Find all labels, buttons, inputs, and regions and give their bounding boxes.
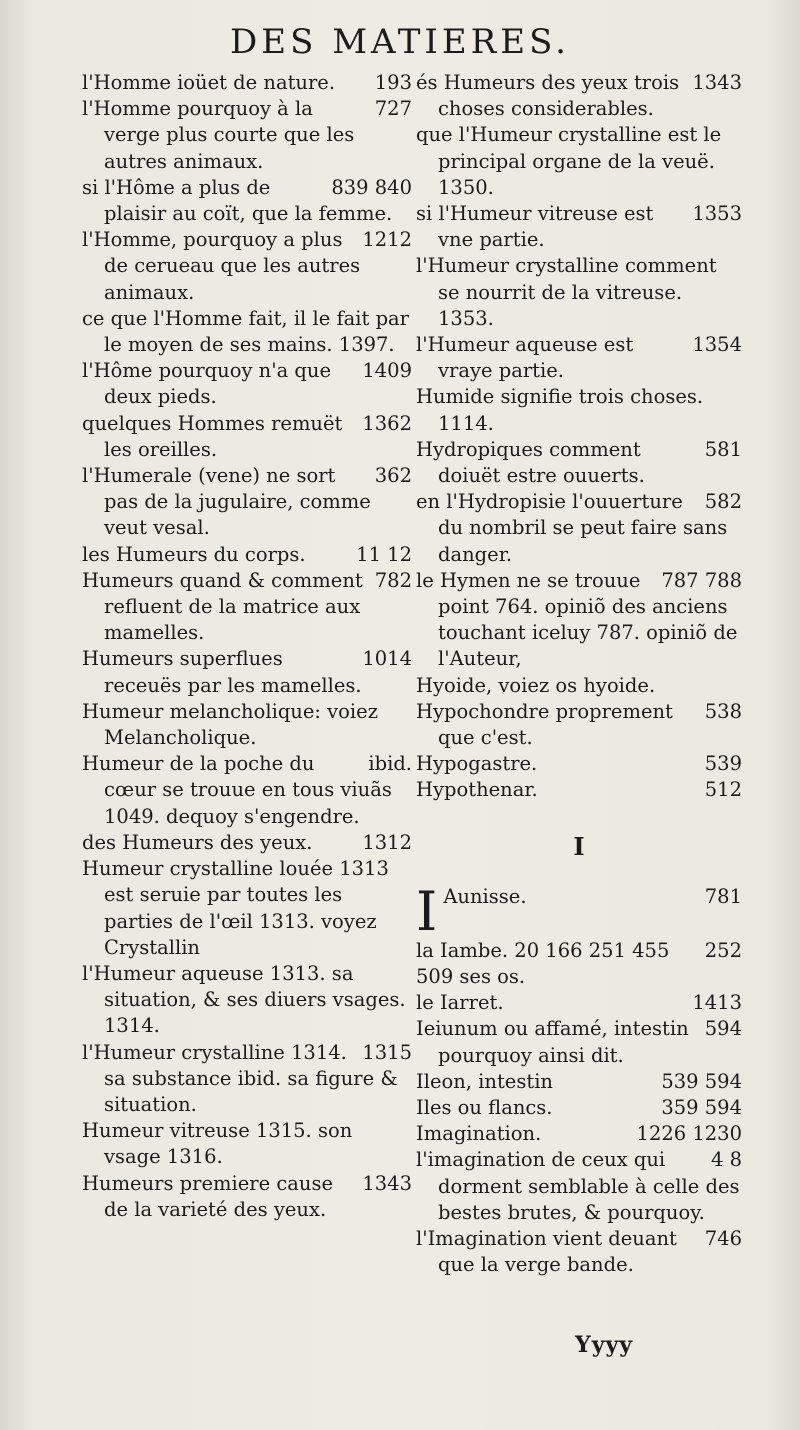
index-entry — [82, 1040, 412, 1119]
entry-text: le Hymen ne se trouue point 764. opiniõ des anciens touchant iceluy 787. opiniõ de l'Auteur, — [416, 568, 738, 671]
index-entry — [82, 96, 412, 175]
entry-text: que l'Humeur crystalline est le principal organe de la veuë. 1350. — [416, 123, 722, 199]
index-entry — [82, 175, 412, 227]
entry-text: Iles ou flancs. — [416, 1095, 553, 1119]
index-entry — [82, 1118, 412, 1170]
entry-page: 539 — [704, 752, 742, 776]
entry-text: la Iambe. 20 166 251 455 509 ses os. — [416, 938, 670, 988]
index-entry — [416, 879, 742, 943]
entry-text: Ieiunum ou affamé, intestin pourquoy ainsi dit. — [416, 1017, 689, 1067]
entry-page: 1315 — [362, 1040, 412, 1064]
index-entry — [82, 1171, 412, 1223]
entry-page: 362 — [374, 464, 412, 488]
entry-page: 1343 — [692, 71, 742, 94]
index-entry — [82, 568, 412, 647]
index-entry — [82, 830, 412, 856]
index-entry — [416, 699, 742, 751]
entry-text: l'Homme, pourquoy a plus de cerueau que les autres animaux. — [82, 228, 361, 304]
entry-text: Imagination. — [416, 1122, 542, 1146]
entry-text: Hyoide, voiez os hyoide. — [416, 673, 656, 697]
index-entry — [416, 1095, 742, 1121]
entry-text: Humeur crystalline louée 1313 est seruie par toutes les parties de l'œil 1313. voyez Crystallin — [82, 857, 389, 959]
entry-page: 1362 — [362, 411, 412, 435]
entry-page: 787 788 — [661, 568, 742, 592]
entry-page: ibid. — [368, 752, 412, 776]
entry-page: 538 — [704, 699, 742, 723]
entry-page: 1226 1230 — [636, 1122, 742, 1146]
index-entry — [416, 938, 742, 990]
index-entry — [416, 70, 742, 122]
entry-text: Aunisse. — [443, 884, 527, 908]
entry-text: Hypogastre. — [416, 752, 538, 776]
section-letter: I — [573, 831, 585, 861]
entry-page: 1014 — [362, 647, 412, 671]
entry-text: les Humeurs du corps. — [82, 542, 306, 566]
entry-text: Hypothenar. — [416, 778, 538, 802]
index-entry — [82, 751, 412, 830]
entry-text: l'Humeur aqueuse 1313. sa situation, & ses diuers vsages. 1314. — [82, 961, 406, 1038]
index-entry — [416, 1226, 742, 1278]
entry-page: 727 — [374, 97, 412, 121]
right-column — [416, 70, 742, 1278]
index-entry — [82, 306, 412, 358]
index-entry — [82, 358, 412, 410]
entry-text: l'Imagination vient deuant que la verge bande. — [416, 1226, 677, 1277]
entry-page: 359 594 — [661, 1095, 742, 1119]
i-section — [416, 879, 742, 1279]
index-entry — [416, 777, 742, 803]
entry-page: 839 840 — [331, 175, 412, 199]
entry-text: l'Homme ioüet de nature. — [82, 71, 336, 94]
entry-page: 4 8 — [710, 1148, 742, 1172]
entry-text: des Humeurs des yeux. — [82, 830, 313, 854]
index-entry — [82, 70, 412, 96]
index-entry — [416, 1069, 742, 1095]
entry-text: és Humeurs des yeux trois choses considerables. — [416, 71, 680, 121]
right-h-entries — [416, 70, 742, 804]
entry-page: 193 — [374, 71, 412, 94]
index-entry — [82, 856, 412, 961]
index-entry — [416, 751, 742, 777]
index-entry — [416, 201, 742, 253]
entry-page: 594 — [704, 1017, 742, 1041]
index-entry — [416, 1121, 742, 1147]
index-entry — [416, 122, 742, 201]
entry-text: Humeur vitreuse 1315. son vsage 1316. — [82, 1119, 353, 1169]
index-entry — [82, 463, 412, 542]
index-entry — [416, 253, 742, 332]
entry-text: l'Humeur aqueuse est vraye partie. — [416, 333, 634, 383]
entry-page: 1409 — [362, 359, 412, 383]
entry-page: 582 — [704, 490, 742, 514]
entry-text: l'Humeur crystalline 1314. sa substance ibid. sa figure & situation. — [82, 1040, 398, 1116]
index-entry — [82, 646, 412, 698]
entry-text: ce que l'Homme fait, il le fait par le moyen de ses mains. 1397. — [82, 306, 410, 357]
entry-page: 539 594 — [661, 1069, 742, 1093]
index-entry — [82, 542, 412, 568]
index-entry — [416, 489, 742, 568]
entry-page: 782 — [374, 568, 412, 592]
entry-text: quelques Hommes remuët les oreilles. — [82, 411, 343, 461]
entry-text: Humide signifie trois choses. 1114. — [416, 385, 704, 435]
index-entry — [416, 1016, 742, 1068]
entry-text: Hydropiques comment doiuët estre ouuerts. — [416, 437, 645, 488]
entry-page: 1312 — [362, 830, 412, 854]
left-column — [82, 70, 412, 1223]
page-header: DES MATIERES. — [230, 22, 570, 62]
entry-text: l'Homme pourquoy à la verge plus courte que les autres animaux. — [82, 97, 355, 173]
dropcap: I — [416, 879, 438, 943]
entry-text: le Iarret. — [416, 991, 504, 1015]
entry-text: si l'Hôme a plus de plaisir au coït, que la femme. — [82, 175, 393, 226]
entry-text: Ileon, intestin — [416, 1069, 553, 1093]
entry-text: en l'Hydropisie l'ouuerture du nombril se peut faire sans danger. — [416, 490, 728, 566]
index-entry — [416, 568, 742, 673]
entry-text: Hypochondre proprement que c'est. — [416, 699, 673, 750]
index-entry — [416, 332, 742, 384]
index-entry — [416, 990, 742, 1016]
entry-page: 581 — [704, 437, 742, 461]
entry-text: l'Hôme pourquoy n'a que deux pieds. — [82, 359, 331, 409]
entry-page: 1413 — [692, 991, 742, 1015]
entry-text: Humeurs superflues receuës par les mamelles. — [82, 647, 362, 697]
catchword: Yyyy — [575, 1332, 634, 1358]
entry-text: Humeur melancholique: voiez Melancholique. — [82, 699, 378, 750]
entry-text: si l'Humeur vitreuse est vne partie. — [416, 202, 654, 252]
index-entry — [82, 961, 412, 1040]
entry-text: l'Humeur crystalline comment se nourrit de la vitreuse. 1353. — [416, 254, 717, 330]
index-entry — [82, 411, 412, 463]
index-entry — [416, 437, 742, 489]
entry-text: Humeur de la poche du cœur se trouue en tous viuãs 1049. dequoy s'engendre. — [82, 752, 392, 828]
entry-page: 1343 — [362, 1171, 412, 1195]
entry-page: 781 — [704, 884, 742, 908]
index-entry — [416, 384, 742, 436]
entry-page: 1212 — [362, 228, 412, 252]
index-entry — [82, 227, 412, 306]
index-entry — [416, 673, 742, 699]
entry-text: l'imagination de ceux qui dorment semblable à celle des bestes brutes, & pourquoy. — [416, 1148, 740, 1224]
entry-page: 252 — [704, 938, 742, 962]
entry-page: 1354 — [692, 333, 742, 357]
entry-text: l'Humerale (vene) ne sort pas de la jugulaire, comme veut vesal. — [82, 464, 371, 540]
entry-text: Humeurs quand & comment refluent de la matrice aux mamelles. — [82, 568, 363, 645]
index-entry — [416, 1147, 742, 1226]
entry-page: 1353 — [692, 202, 742, 226]
entry-page: 11 12 — [356, 542, 412, 566]
entry-text: Humeurs premiere cause de la varieté des yeux. — [82, 1171, 334, 1221]
index-entry — [82, 699, 412, 751]
entry-page: 512 — [704, 778, 742, 802]
entry-page: 746 — [704, 1226, 742, 1250]
i-entries — [416, 990, 742, 1278]
